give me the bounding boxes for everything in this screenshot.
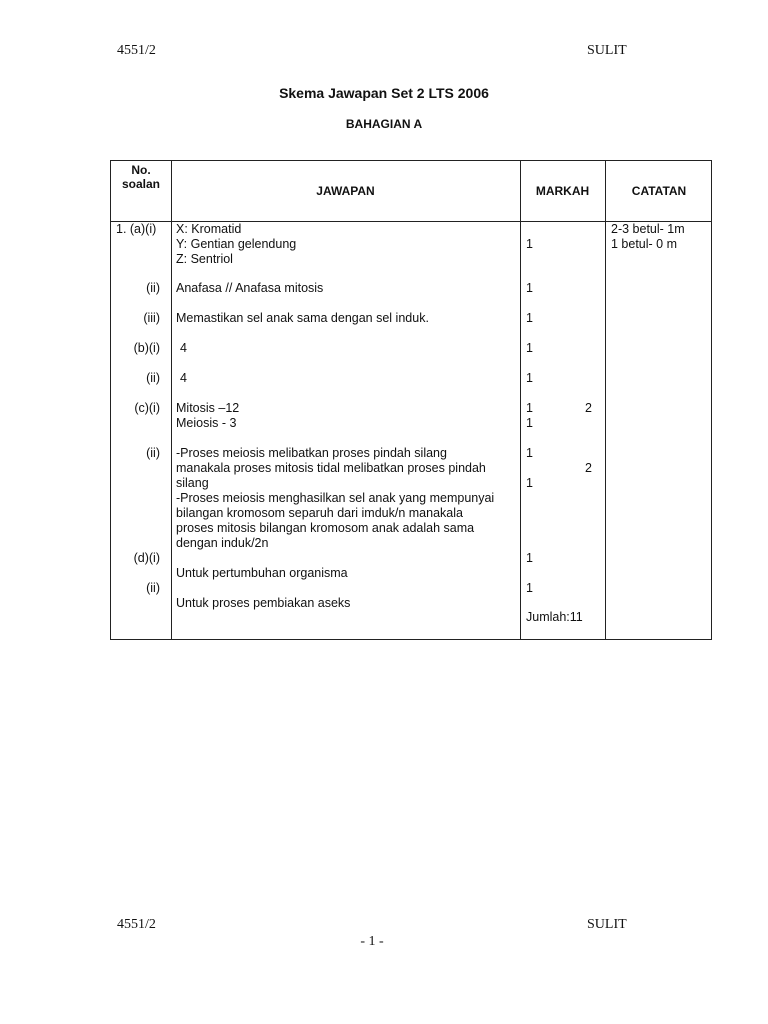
page-title: Skema Jawapan Set 2 LTS 2006 bbox=[279, 85, 489, 101]
header-no bbox=[111, 163, 171, 191]
column-divider bbox=[171, 161, 172, 639]
question-number: (ii) bbox=[146, 581, 160, 595]
question-number: (iii) bbox=[143, 311, 160, 325]
answer-line: -Proses meiosis menghasilkan sel anak yang mempunyai bbox=[176, 491, 495, 505]
mark-value: 1 bbox=[526, 401, 533, 415]
mark-total: 2 bbox=[585, 461, 592, 475]
answer-line: Anafasa // Anafasa mitosis bbox=[176, 281, 324, 295]
mark-value: 1 bbox=[526, 446, 533, 460]
answer-line: manakala proses mitosis tidal melibatkan proses pindah bbox=[176, 461, 486, 475]
note-line: 1 betul- 0 m bbox=[611, 237, 678, 251]
mark-value: 1 bbox=[526, 551, 533, 565]
mark-value: 1 bbox=[526, 371, 533, 385]
question-number: (d)(i) bbox=[133, 551, 160, 565]
question-number: (ii) bbox=[146, 446, 160, 460]
answer-line: Mitosis –12 bbox=[176, 401, 240, 415]
header-catatan: CATATAN bbox=[631, 184, 687, 198]
mark-value: 1 bbox=[526, 476, 533, 490]
header-no-line2: soalan bbox=[121, 177, 160, 191]
answer-line: X: Kromatid bbox=[176, 222, 242, 236]
answer-line: bilangan kromosom separuh dari imduk/n manakala bbox=[176, 506, 463, 520]
header-no-line1: No. bbox=[131, 163, 151, 177]
header-sulit: SULIT bbox=[587, 43, 627, 58]
mark-value: 1 bbox=[526, 281, 533, 295]
answer-line: Untuk proses pembiakan aseks bbox=[176, 596, 351, 610]
header-code: 4551/2 bbox=[117, 43, 156, 58]
note-line: 2-3 betul- 1m bbox=[611, 222, 685, 236]
mark-total-sum: Jumlah:11 bbox=[526, 610, 583, 624]
mark-value: 1 bbox=[526, 237, 533, 251]
footer-sulit: SULIT bbox=[587, 917, 627, 932]
question-number: (ii) bbox=[146, 371, 160, 385]
mark-value: 1 bbox=[526, 311, 533, 325]
answer-line: Y: Gentian gelendung bbox=[176, 237, 297, 251]
answer-line: proses mitosis bilangan kromosom anak adalah sama bbox=[176, 521, 475, 535]
answer-line: Untuk pertumbuhan organisma bbox=[176, 566, 348, 580]
question-number: (ii) bbox=[146, 281, 160, 295]
mark-value: 1 bbox=[526, 581, 533, 595]
answer-line: 4 bbox=[180, 341, 187, 355]
question-number: (b)(i) bbox=[133, 341, 160, 355]
mark-total: 2 bbox=[585, 401, 592, 415]
answer-line: Z: Sentriol bbox=[176, 252, 233, 266]
header-jawapan: JAWAPAN bbox=[316, 184, 375, 198]
answer-line: 4 bbox=[180, 371, 187, 385]
question-number: (c)(i) bbox=[134, 401, 160, 415]
header-markah: MARKAH bbox=[535, 184, 590, 198]
mark-value: 1 bbox=[526, 416, 533, 430]
answer-table bbox=[110, 160, 712, 640]
mark-value: 1 bbox=[526, 341, 533, 355]
question-number: 1. (a)(i) bbox=[116, 222, 157, 236]
answer-line: -Proses meiosis melibatkan proses pindah silang bbox=[176, 446, 447, 460]
section-title: BAHAGIAN A bbox=[345, 117, 423, 131]
column-divider bbox=[605, 161, 606, 639]
footer-code: 4551/2 bbox=[117, 917, 156, 932]
page-number: - 1 - bbox=[360, 934, 384, 949]
answer-line: dengan induk/2n bbox=[176, 536, 269, 550]
answer-line: Memastikan sel anak sama dengan sel induk. bbox=[176, 311, 429, 325]
answer-line: silang bbox=[176, 476, 209, 490]
answer-line: Meiosis - 3 bbox=[176, 416, 237, 430]
column-divider bbox=[520, 161, 521, 639]
